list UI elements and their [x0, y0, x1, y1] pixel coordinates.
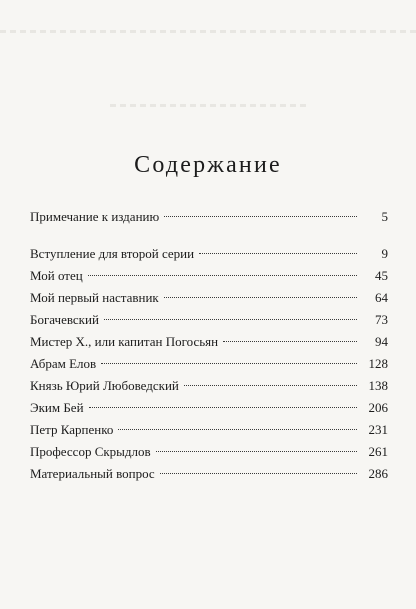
toc-entry-title: Профессор Скрыдлов — [30, 444, 151, 459]
toc-page-number: 9 — [381, 246, 388, 261]
toc-entry-title: Эким Бей — [30, 400, 84, 415]
toc-entry[interactable] — [30, 463, 388, 485]
toc-entry[interactable] — [30, 353, 388, 375]
toc-dot-leader — [88, 275, 357, 276]
toc-entry[interactable] — [30, 375, 388, 397]
toc-page-number: 138 — [368, 378, 388, 393]
toc-entry[interactable] — [30, 243, 388, 265]
toc-entry[interactable] — [30, 206, 388, 228]
toc-entry-title: Князь Юрий Любоведский — [30, 378, 179, 393]
toc-page-number: 128 — [368, 356, 388, 371]
toc-page-number: 5 — [381, 209, 388, 224]
toc-entry-title: Примечание к изданию — [30, 209, 160, 224]
toc-entry[interactable] — [30, 397, 388, 419]
toc-dot-leader — [160, 473, 357, 474]
toc-page-number: 206 — [368, 400, 388, 415]
show-through-line-top — [0, 30, 416, 33]
toc-entry-title: Мистер Х., или капитан Погосьян — [30, 334, 219, 349]
toc-page-number: 261 — [368, 444, 388, 459]
toc-dot-leader — [118, 429, 357, 430]
toc-dot-leader — [156, 451, 357, 452]
toc-entry-title: Мой отец — [30, 268, 83, 283]
table-of-contents — [30, 206, 388, 485]
toc-page-number: 45 — [375, 268, 388, 283]
toc-dot-leader — [164, 297, 357, 298]
toc-page-number: 231 — [368, 422, 388, 437]
toc-dot-leader — [223, 341, 357, 342]
page-title: Содержание — [134, 152, 282, 178]
toc-entry-title: Мой первый наставник — [30, 290, 159, 305]
toc-entry-title: Петр Карпенко — [30, 422, 114, 437]
toc-dot-leader — [101, 363, 357, 364]
toc-dot-leader — [184, 385, 357, 386]
toc-entry-title: Материальный вопрос — [30, 466, 155, 481]
toc-dot-leader — [104, 319, 357, 320]
toc-entry[interactable] — [30, 419, 388, 441]
toc-page-number: 286 — [368, 466, 388, 481]
toc-entry[interactable] — [30, 309, 388, 331]
toc-entry[interactable] — [30, 441, 388, 463]
toc-page-number: 73 — [375, 312, 388, 327]
toc-entry[interactable] — [30, 331, 388, 353]
toc-dot-leader — [199, 253, 357, 254]
toc-page-number: 64 — [375, 290, 388, 305]
toc-entry-title: Богачевский — [30, 312, 99, 327]
toc-entry[interactable] — [30, 287, 388, 309]
show-through-line-upper — [110, 104, 306, 107]
toc-page-number: 94 — [375, 334, 388, 349]
toc-dot-leader — [89, 407, 357, 408]
toc-entry[interactable] — [30, 265, 388, 287]
toc-dot-leader — [164, 216, 357, 217]
toc-entry-title: Абрам Елов — [30, 356, 97, 371]
toc-entry-title: Вступление для второй серии — [30, 246, 195, 261]
